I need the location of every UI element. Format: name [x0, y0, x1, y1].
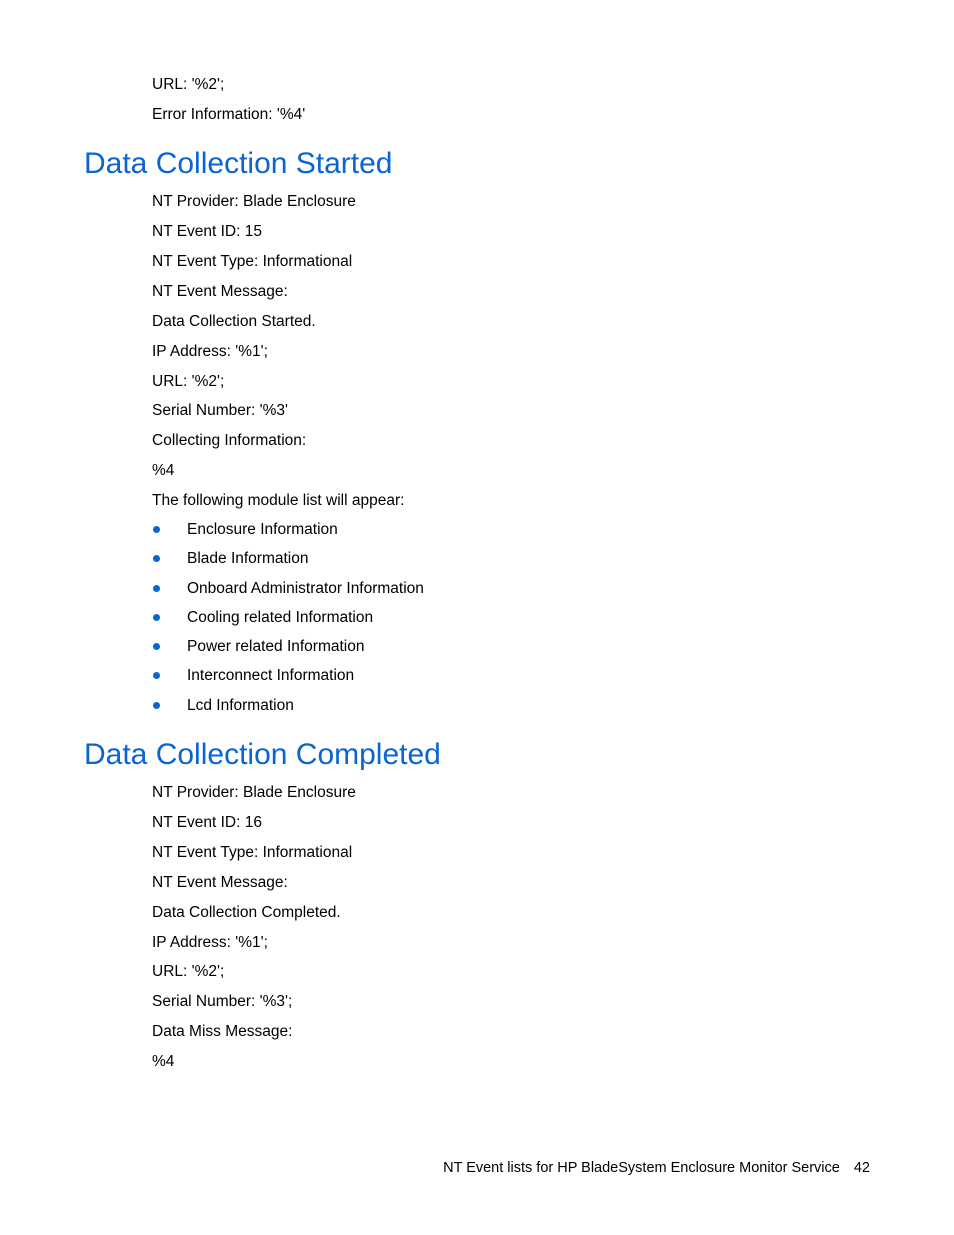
list-item [152, 608, 552, 628]
bullet-icon [153, 614, 160, 621]
list-item-text: Onboard Administrator Information [187, 580, 424, 597]
body-line: URL: '%2'; [152, 76, 225, 93]
list-item [152, 637, 552, 657]
body-line: NT Event Message: [152, 283, 288, 300]
body-line: %4 [152, 462, 175, 479]
list-item-text: Cooling related Information [187, 609, 374, 626]
body-line: Collecting Information: [152, 432, 307, 449]
body-line: Data Collection Completed. [152, 904, 341, 921]
list-item [152, 549, 552, 569]
body-line: Data Collection Started. [152, 313, 316, 330]
section-heading-data-collection-completed: Data Collection Completed [84, 738, 441, 771]
bullet-icon [153, 526, 160, 533]
list-item [152, 520, 552, 540]
list-item-text: Enclosure Information [187, 521, 338, 538]
bullet-icon [153, 702, 160, 709]
body-line: NT Event Message: [152, 874, 288, 891]
body-line: NT Event ID: 15 [152, 223, 262, 240]
list-item [152, 696, 552, 716]
body-line: NT Event ID: 16 [152, 814, 262, 831]
list-item [152, 579, 552, 599]
body-line: NT Event Type: Informational [152, 844, 353, 861]
bullet-icon [153, 585, 160, 592]
bullet-icon [153, 643, 160, 650]
footer-title: NT Event lists for HP BladeSystem Enclosure Monitor Service [443, 1160, 840, 1176]
list-item-text: Interconnect Information [187, 667, 355, 684]
body-line: URL: '%2'; [152, 963, 225, 980]
body-line: Serial Number: '%3'; [152, 993, 293, 1010]
list-item-text: Power related Information [187, 638, 365, 655]
list-item-text: Lcd Information [187, 697, 294, 714]
page-footer [443, 1158, 870, 1178]
body-line: IP Address: '%1'; [152, 343, 268, 360]
bullet-icon [153, 555, 160, 562]
body-line: NT Event Type: Informational [152, 253, 353, 270]
body-line: Error Information: '%4' [152, 106, 306, 123]
body-line: The following module list will appear: [152, 492, 405, 509]
list-item-text: Blade Information [187, 550, 309, 567]
page-number: 42 [853, 1160, 870, 1176]
body-line: URL: '%2'; [152, 373, 225, 390]
section-heading-data-collection-started: Data Collection Started [84, 147, 393, 180]
list-item [152, 666, 552, 686]
body-line: NT Provider: Blade Enclosure [152, 784, 356, 801]
bullet-icon [153, 672, 160, 679]
body-line: NT Provider: Blade Enclosure [152, 193, 356, 210]
body-line: Data Miss Message: [152, 1023, 293, 1040]
body-line: %4 [152, 1053, 175, 1070]
body-line: Serial Number: '%3' [152, 402, 288, 419]
body-line: IP Address: '%1'; [152, 934, 268, 951]
